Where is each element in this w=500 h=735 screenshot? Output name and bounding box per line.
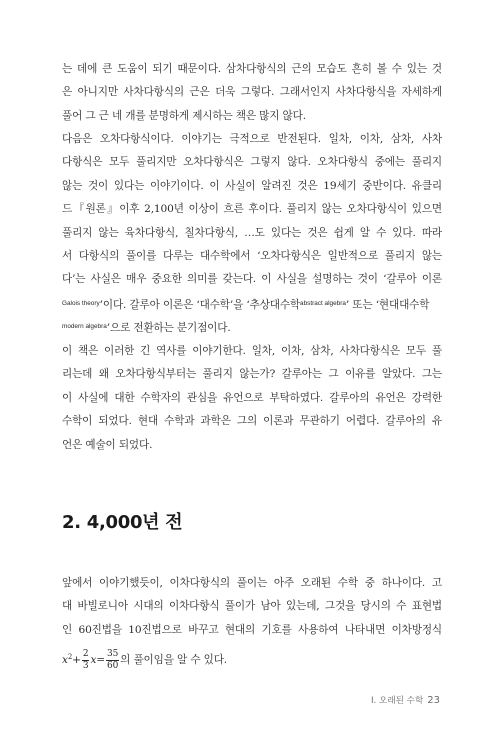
fraction-two-thirds: [82, 650, 90, 671]
text-line: 풀리지 않는 육차다항식, 칠차다항식, …도 있다는 것은 쉽게 알 수 있다. 따라: [62, 226, 442, 239]
section-heading: 2. 4,000년 전: [62, 512, 183, 533]
line-segment: ’이다. 갈루아 이론은 ‘대수학’을 ‘추상대수학: [99, 298, 301, 311]
text-line: 언은 예술이 되었다.: [62, 438, 153, 451]
text-line: 서 다항식의 풀이를 다루는 대수학에서 ‘오차다항식은 일반적으로 풀리지 않는: [62, 249, 442, 262]
text-line: 이 책은 이러한 긴 역사를 이야기한다. 일차, 이차, 삼차, 사차다항식은 모두 풀: [62, 345, 442, 357]
line-segment: 의 풀이임을 알 수 있다.: [120, 654, 228, 667]
text-line: 수학이 되었다. 현대 수학과 과학은 그의 이론과 무관하기 어렵다. 갈루아의 유: [62, 415, 442, 428]
abstract-algebra-term: abstract algebra: [300, 299, 346, 307]
page-number: 23: [427, 695, 440, 706]
history-paragraph: [62, 340, 442, 457]
numerator: 2: [82, 648, 89, 659]
galois-theory-term: Galois theory: [62, 299, 100, 307]
x-equals: x=: [90, 654, 106, 667]
plus-sign: +: [72, 654, 81, 667]
text-line: [62, 292, 442, 315]
exponent: 2: [67, 653, 73, 662]
intro-paragraph: [62, 58, 442, 128]
text-line: 않는 것이 있다는 이야기이다. 이 사실이 알려진 것은 19세기 중반이다. 유클리: [62, 179, 442, 192]
quadratic-equation: [62, 648, 120, 671]
text-line: 는 데에 큰 도움이 되기 때문이다. 삼차다항식의 근의 모습도 흔히 볼 수 있는 것: [62, 63, 442, 75]
text-line: 은 아니지만 사차다항식의 근은 더욱 그렇다. 그래서인지 사차다항식을 자세하게: [62, 86, 442, 99]
modern-algebra-term: modern algebra: [62, 323, 107, 331]
text-line: 드『원론』이후 2,100년 이상이 흐른 후이다. 풀리지 않는 오차다항식이 있으면: [62, 203, 442, 216]
text-line: 다’는 사실은 매우 중요한 의미를 갖는다. 이 사실을 설명하는 것이 ‘갈루아 이론: [62, 273, 442, 286]
quintic-paragraph: [62, 128, 442, 339]
page-footer: [371, 694, 440, 706]
text-line: 리는데 왜 오차다항식부터는 풀리지 않는가? 갈루아는 그 이유를 알았다. 그는: [62, 368, 442, 381]
text-line: 다항식은 모두 풀리지만 오차다항식은 그렇지 않다. 오차다항식 중에는 풀리지: [62, 156, 442, 169]
variable-x: x: [62, 654, 68, 667]
text-line: 인 60진법을 10진법으로 바꾸고 현대의 기호를 사용하여 나타내면 이차방정식: [62, 623, 442, 636]
text-line: 이 사실에 대한 수학자의 관심을 유언으로 부탁하였다. 갈루아의 유언은 강력한: [62, 391, 442, 404]
text-line: [62, 315, 442, 338]
denominator: 60: [107, 660, 119, 671]
fraction-35-60: [106, 650, 119, 671]
text-line: 다음은 오차다항식이다. 이야기는 극적으로 반전된다. 일차, 이차, 삼차, 사차: [62, 133, 442, 145]
line-segment: ’ 또는 ‘현대대수학: [345, 298, 430, 311]
equation-line: [62, 642, 442, 672]
chapter-label: I. 오래된 수학: [371, 696, 424, 706]
text-line: 대 바빌로니아 시대의 이차다항식 풀이가 남아 있는데, 그것을 당시의 수 표현법: [62, 600, 442, 613]
denominator: 3: [82, 660, 89, 671]
text-line: 앞에서 이야기했듯이, 이차다항식의 풀이는 아주 오래된 수학 중 하나이다. 고: [62, 577, 442, 589]
numerator: 35: [107, 648, 119, 659]
text-line: 풀어 그 근 네 개를 분명하게 제시하는 책은 많지 않다.: [62, 109, 306, 122]
line-segment: ’으로 전환하는 분기점이다.: [106, 322, 231, 335]
babylon-paragraph: [62, 572, 442, 672]
